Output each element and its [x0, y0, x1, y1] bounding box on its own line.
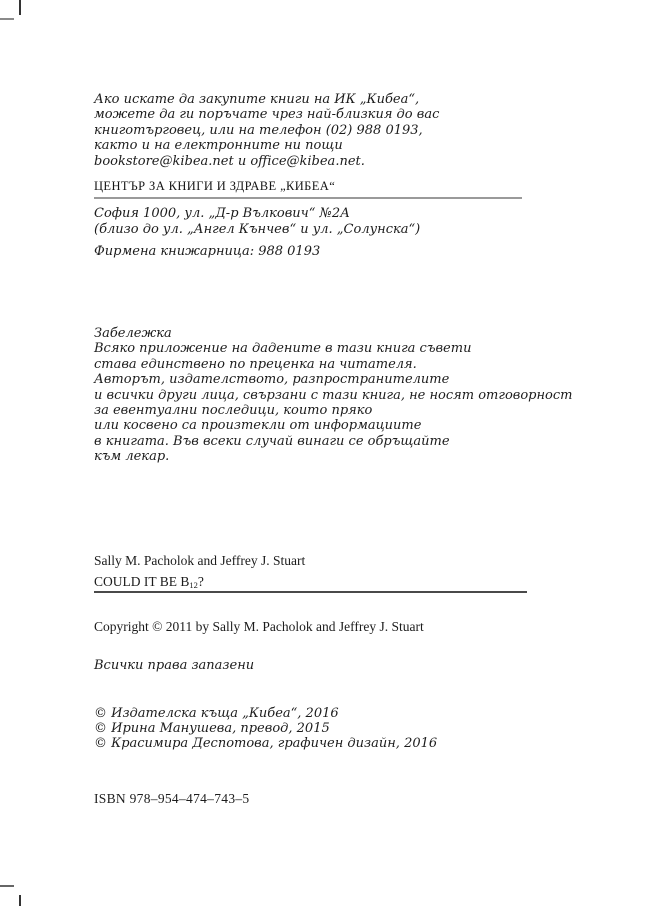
disclaimer-line: става единствено по преценка на читателя.: [94, 356, 417, 372]
ordering-note-line: bookstore@kibea.net и office@kibea.net.: [94, 153, 365, 169]
disclaimer-line: към лекар.: [94, 449, 170, 465]
disclaimer-title: Забележка: [94, 326, 172, 341]
book-center-address: [94, 206, 420, 238]
credit-line-translator: © Ирина Манушева, превод, 2015: [94, 721, 330, 737]
disclaimer-line: в книгата. Във всеки случай винаги се обръщайте: [94, 433, 450, 449]
original-title: [94, 574, 204, 590]
ordering-note-line: книготърговец, или на телефон (02) 988 0193,: [94, 122, 423, 138]
edition-credits: [94, 706, 437, 752]
credit-line-publisher: © Издателска къща „Кибеа“, 2016: [94, 706, 339, 721]
crop-mark-bottom-left-horizontal: [0, 885, 14, 887]
address-line: София 1000, ул. „Д-р Вълкович“ №2А: [94, 206, 350, 221]
ordering-note-line: Ако искате да закупите книги на ИК „Кибеа“,: [94, 92, 420, 107]
heading-divider-rule: [94, 197, 522, 199]
disclaimer-line: или косвено са произтекли от информациите: [94, 418, 422, 434]
disclaimer-line: за евентуални последици, които пряко: [94, 403, 373, 419]
address-line: (близо до ул. „Ангел Кънчев“ и ул. „Солунска“): [94, 222, 421, 238]
original-title-question-mark: ?: [197, 574, 204, 589]
ordering-note-line: можете да ги поръчате чрез най-близкия до вас: [94, 107, 440, 123]
credit-line-designer: © Красимира Деспотова, графичен дизайн, 2016: [94, 736, 438, 752]
disclaimer-line: Всяко приложение на дадените в тази книга съвети: [94, 341, 472, 357]
original-authors: Sally M. Pacholok and Jeffrey J. Stuart: [94, 553, 306, 568]
ordering-note-line: както и на електронните ни пощи: [94, 138, 343, 154]
disclaimer-line: Авторът, издателството, разпространителите: [94, 372, 450, 388]
crop-mark-bottom-left-vertical: [19, 895, 21, 906]
disclaimer-note: [94, 326, 573, 465]
book-center-heading: ЦЕНТЪР ЗА КНИГИ И ЗДРАВЕ „КИБЕА“: [94, 179, 336, 193]
disclaimer-line: и всички други лица, свързани с тази книга, не носят отговорност: [94, 387, 573, 403]
ordering-note: [94, 92, 439, 169]
title-divider-rule: [94, 591, 527, 593]
bookstore-phone: Фирмена книжарница: 988 0193: [94, 244, 321, 259]
rights-reserved-line: Всички права запазени: [94, 658, 255, 673]
isbn-line: ISBN 978–954–474–743–5: [94, 791, 250, 806]
original-title-main: COULD IT BE B: [94, 574, 190, 589]
copyright-line: Copyright © 2011 by Sally M. Pacholok and Jeffrey J. Stuart: [94, 619, 424, 634]
crop-mark-top-left-horizontal: [0, 18, 14, 20]
crop-mark-top-left-vertical: [19, 0, 21, 15]
original-title-subscript: 12: [189, 580, 198, 590]
